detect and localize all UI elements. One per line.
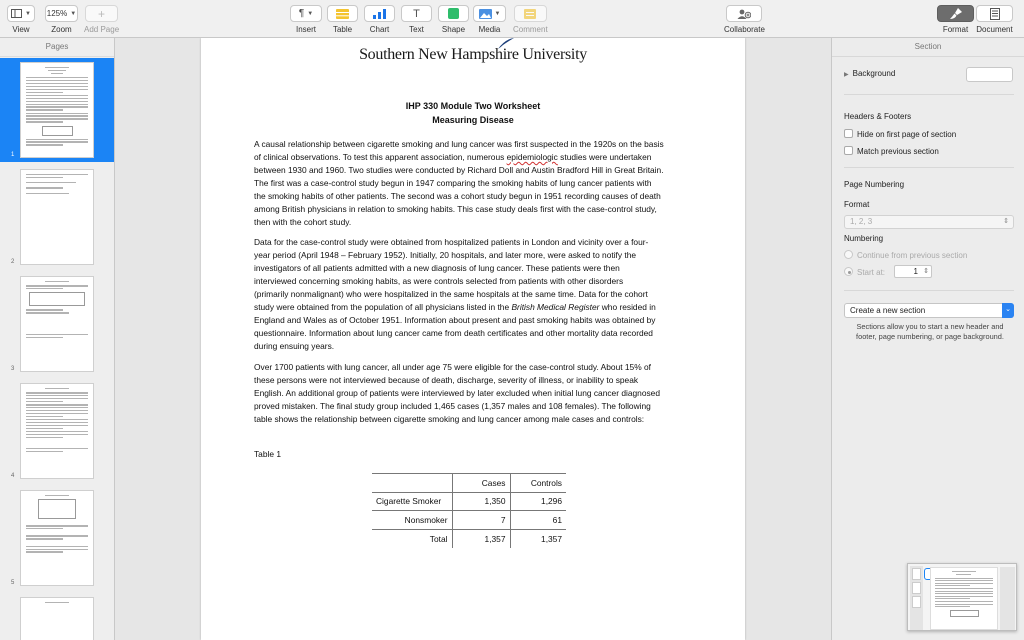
text-line: English. An additional group of patients were interviewed by later excluded when initial lung cancer diagnosed (254, 388, 660, 398)
text-control[interactable] (401, 5, 432, 34)
zoom-label: Zoom (51, 25, 72, 34)
text-line: these persons were not interviewed because of death, discharge, severity of illness, or inability to speak (254, 375, 639, 385)
comment-icon (524, 9, 536, 19)
chevron-down-icon: ▼ (70, 10, 77, 17)
table-cell[interactable]: 7 (452, 511, 510, 530)
insert-button[interactable] (290, 5, 322, 22)
create-section-label: Create a new section (850, 306, 926, 315)
table-row (372, 511, 566, 530)
match-previous-option[interactable] (844, 146, 939, 156)
number-format-select[interactable] (844, 215, 1014, 229)
document-page[interactable] (201, 38, 745, 640)
continue-label: Continue from previous section (857, 251, 968, 260)
zoom-value: 125% (46, 9, 68, 18)
text-box-icon: T (413, 7, 420, 20)
shape-label: Shape (441, 25, 466, 34)
page-number: 5 (11, 580, 15, 586)
chart-control[interactable] (364, 5, 395, 34)
media-control[interactable] (473, 5, 506, 34)
page-preview (20, 169, 94, 265)
numbering-heading: Numbering (844, 234, 884, 243)
navigator-page-preview[interactable] (930, 567, 998, 630)
university-logo (201, 46, 745, 64)
text-label: Text (409, 25, 424, 34)
text-line (254, 151, 694, 164)
view-button[interactable] (7, 5, 35, 22)
text-run: study were obtained from the population of all physicians listed in the (254, 302, 510, 312)
pages-sidebar (0, 38, 115, 640)
document-label: Document (976, 25, 1013, 34)
page-preview (20, 597, 94, 640)
text-run: who resided in (599, 302, 656, 312)
stepper-arrows-icon[interactable]: ⇕ (923, 268, 929, 275)
continue-radio[interactable] (844, 250, 853, 259)
page-thumbnail-4[interactable] (0, 379, 114, 483)
chart-button[interactable] (364, 5, 395, 22)
comment-control[interactable] (513, 5, 548, 34)
chevron-down-icon: ▼ (307, 10, 314, 17)
insert-label: Insert (295, 25, 316, 34)
shape-icon (448, 8, 459, 19)
document-control[interactable] (976, 5, 1013, 34)
match-previous-checkbox[interactable] (844, 146, 853, 155)
plus-icon: + (98, 6, 106, 21)
table-header-cell[interactable] (372, 474, 452, 493)
background-disclosure[interactable] (844, 69, 895, 78)
chevron-down-icon: ▼ (25, 10, 31, 17)
match-previous-label: Match previous section (857, 147, 939, 156)
text-line: Data for the case-control study were obtained from hospitalized patients in London and vicinity over a four- (254, 237, 649, 247)
background-label: Background (852, 69, 896, 78)
format-label: Format (942, 25, 969, 34)
document-canvas[interactable] (115, 38, 831, 640)
page-preview (20, 62, 94, 158)
chevron-down-icon: ▼ (494, 10, 501, 17)
view-control[interactable] (7, 5, 35, 34)
background-color-well[interactable] (966, 67, 1013, 82)
text-line: during ensuing years. (254, 341, 335, 351)
zoom-control[interactable] (45, 5, 78, 34)
italic-title: British Medical Register (511, 302, 600, 312)
text-line: (primarily nonmalignant) who were hospitalized in the same hospitals at the same time. Data for the cohort (254, 289, 648, 299)
page-number: 4 (11, 473, 15, 479)
document-icon (990, 8, 1000, 20)
hide-first-page-label: Hide on first page of section (857, 130, 957, 139)
start-at-value: 1 (913, 267, 918, 276)
continue-option[interactable] (844, 250, 967, 260)
format-inspector (831, 38, 1024, 640)
table-header-row (372, 474, 566, 493)
collaborate-button[interactable] (726, 5, 762, 22)
media-label: Media (478, 25, 501, 34)
photo-icon (479, 9, 492, 19)
page-number: 1 (11, 152, 15, 158)
table-cell[interactable]: Cigarette Smoker (372, 492, 452, 511)
chart-label: Chart (369, 25, 390, 34)
text-line: The first was a case-control study begun in 1947 comparing the smoking habits of lung cancer patients with (254, 178, 652, 188)
add-page-control[interactable] (84, 5, 119, 34)
paragraph-3[interactable] (254, 361, 694, 426)
table-header-cell[interactable]: Cases (452, 474, 510, 493)
text-line: A causal relationship between cigarette smoking and lung cancer was first suspected in the 1920s on the basis (254, 139, 664, 149)
start-at-stepper[interactable] (894, 265, 932, 278)
table-cell[interactable]: Total (372, 529, 452, 548)
media-button[interactable] (473, 5, 506, 22)
page-navigator[interactable] (907, 563, 1017, 631)
text-run: studies were undertaken (557, 152, 652, 162)
comment-button[interactable] (514, 5, 547, 22)
format-heading: Format (844, 200, 870, 209)
table-caption: Table 1 (254, 449, 282, 459)
view-label: View (12, 25, 30, 34)
feather-icon (497, 38, 515, 50)
add-page-button[interactable] (85, 5, 118, 22)
start-at-radio[interactable] (844, 267, 853, 276)
divider (844, 94, 1014, 95)
table-cell[interactable]: 1,357 (452, 529, 510, 548)
start-at-label: Start at: (857, 268, 886, 277)
text-line: interviewed concerning smoking habits, as were controls selected from patients with other disorders (254, 276, 624, 286)
text-line: questionnaire. Information about lung cancer came from death certificates and other mortality data recorded (254, 328, 653, 338)
hide-first-page-checkbox[interactable] (844, 129, 853, 138)
table-button[interactable] (327, 5, 358, 22)
data-table[interactable] (372, 473, 566, 548)
text-button[interactable] (401, 5, 432, 22)
worksheet-title: IHP 330 Module Two Worksheet (405, 101, 541, 111)
start-at-option[interactable] (844, 267, 885, 277)
format-control[interactable] (937, 5, 974, 34)
page-thumbnail-3[interactable] (0, 272, 114, 376)
disclosure-triangle-icon: ▶ (844, 72, 849, 78)
section-help-text: Sections allow you to start a new header and footer, page numbering, or page background. (856, 322, 1004, 341)
worksheet-subtitle: Measuring Disease (432, 115, 514, 125)
text-line: the smoking habits of other patients. The second was a cohort study begun in 1951 recording causes of death (254, 191, 661, 201)
hide-first-page-option[interactable] (844, 129, 956, 139)
collaborate-control[interactable] (724, 5, 765, 34)
create-section-popup[interactable] (844, 303, 1014, 318)
toolbar (0, 0, 1024, 38)
divider (844, 290, 1014, 291)
table-cell[interactable]: 1,350 (452, 492, 510, 511)
text-line: England and Wales as of October 1951. Information about present and past smoking habits was obtained by (254, 315, 656, 325)
text-line: then with the cohort study. (254, 217, 352, 227)
page-numbering-heading: Page Numbering (844, 180, 905, 189)
text-line: year period (April 1948 – February 1952). Initially, 20 hospitals, and later more, were asked to notify the (254, 250, 637, 260)
text-line (254, 301, 694, 314)
collaborate-label: Collaborate (724, 25, 765, 34)
format-button[interactable] (937, 5, 974, 22)
navigator-thumbnails (910, 566, 923, 630)
paragraph-1[interactable] (254, 138, 694, 229)
page-thumbnail-5[interactable] (0, 486, 114, 590)
shape-control[interactable] (438, 5, 469, 34)
chart-icon (373, 9, 386, 19)
tab-section[interactable]: Section (832, 38, 1024, 57)
number-format-value: 1, 2, 3 (850, 217, 873, 226)
page-thumbnail-1[interactable] (0, 58, 114, 162)
headers-footers-heading: Headers & Footers (844, 112, 912, 121)
paintbrush-icon (950, 8, 962, 19)
page-preview (20, 383, 94, 479)
sidebar-icon (11, 9, 22, 18)
page-preview (20, 490, 94, 586)
comment-label: Comment (513, 25, 548, 34)
document-button[interactable] (976, 5, 1013, 22)
text-line: among British physicians in relation to smoking habits. This case study deals first with the case-control study, (254, 204, 657, 214)
table-header-cell[interactable]: Controls (510, 474, 566, 493)
collaborate-icon (737, 9, 751, 19)
table-cell[interactable]: 61 (510, 511, 566, 530)
table-label: Table (332, 25, 353, 34)
pages-title: Pages (0, 38, 114, 57)
chevron-down-icon[interactable]: ⌄ (1002, 303, 1014, 318)
insert-control[interactable] (290, 5, 322, 34)
table-control[interactable] (327, 5, 358, 34)
text-line: proved mistaken. The final study group included 1,465 cases (1,357 males and 108 females). The following (254, 401, 651, 411)
misspelled-word[interactable]: epidemiologic (506, 152, 558, 162)
table-row (372, 529, 566, 548)
page-number: 2 (11, 259, 15, 265)
table-cell[interactable]: 1,357 (510, 529, 566, 548)
table-cell[interactable]: Nonsmoker (372, 511, 452, 530)
navigator-sidebar (1000, 567, 1015, 630)
table-icon (336, 9, 349, 19)
logo-text: Southern New Hampshire University (359, 46, 587, 63)
page-number: 3 (11, 366, 15, 372)
shape-button[interactable] (438, 5, 469, 22)
text-run: of clinical observations. To test this apparent association, numerous (254, 152, 505, 162)
chevron-updown-icon: ⇕ (1003, 218, 1009, 225)
page-preview (20, 276, 94, 372)
divider (844, 167, 1014, 168)
table-cell[interactable]: 1,296 (510, 492, 566, 511)
text-line: table shows the relationship between cigarette smoking and lung cancer among male cases and controls: (254, 414, 645, 424)
pilcrow-icon: ¶ (298, 8, 305, 19)
text-line: Over 1700 patients with lung cancer, all under age 75 were eligible for the case-control study. About 15% of (254, 362, 651, 372)
zoom-select[interactable] (45, 5, 78, 22)
text-line: between 1930 and 1960. Two studies were conducted by Richard Doll and Austin Bradford Hill in Great Britain. (254, 165, 664, 175)
add-page-label: Add Page (84, 25, 120, 34)
table-row (372, 492, 566, 511)
text-line: investigators of all patients admitted with a new diagnosis of lung cancer. These patients were then (254, 263, 620, 273)
paragraph-2[interactable] (254, 236, 694, 353)
page-thumbnail-2[interactable] (0, 165, 114, 269)
page-thumbnail-6[interactable] (0, 593, 114, 640)
